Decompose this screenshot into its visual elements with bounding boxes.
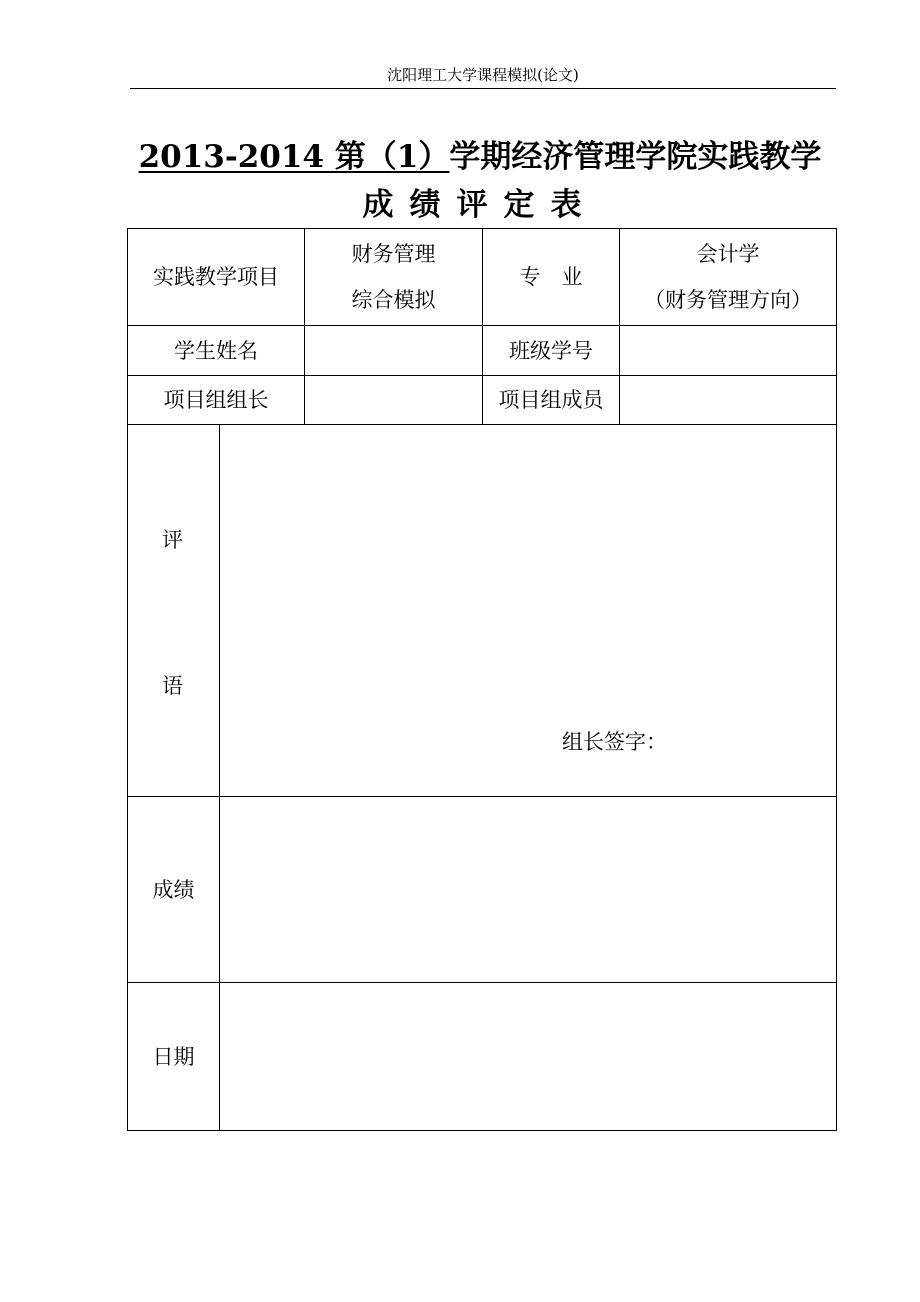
label-team-leader	[127, 375, 305, 425]
field-date[interactable]	[219, 982, 837, 1131]
label-class-id	[482, 325, 620, 376]
value-major	[619, 228, 837, 326]
label-date	[127, 982, 220, 1131]
project-line2: 综合模拟	[351, 288, 436, 312]
label-comment-cell	[127, 424, 220, 797]
field-grade[interactable]	[219, 796, 837, 983]
label-student-name-text: 学生姓名	[174, 338, 258, 363]
field-team-members[interactable]	[619, 375, 837, 425]
label-grade-text: 成绩	[152, 877, 195, 902]
form-title-line1	[90, 137, 870, 177]
semester-underlined: 2013-2014 第（1）	[138, 139, 450, 175]
field-student-name[interactable]	[304, 325, 483, 376]
label-date-text: 日期	[152, 1044, 195, 1069]
comment-char-2: 语	[162, 674, 183, 698]
page-header: 沈阳理工大学课程模拟(论文)	[130, 62, 836, 89]
label-practice-project	[127, 228, 305, 326]
field-team-leader[interactable]	[304, 375, 483, 425]
field-comment[interactable]	[219, 424, 837, 797]
label-team-members-text: 项目组成员	[498, 388, 604, 412]
title-rest: 学期经济管理学院实践教学	[449, 139, 822, 175]
label-team-members	[482, 375, 620, 425]
label-major	[482, 228, 620, 326]
major-line1: 会计学	[696, 242, 760, 266]
comment-char-1: 评	[162, 528, 183, 552]
form-title-line2: 成绩评定表	[362, 187, 598, 223]
value-practice-project	[304, 228, 483, 326]
label-team-leader-text: 项目组组长	[163, 388, 269, 412]
label-grade	[127, 796, 220, 983]
label-student-name	[127, 325, 305, 376]
leader-signature-label: 组长签字：	[562, 730, 667, 754]
label-major-text: 专 业	[519, 265, 583, 289]
field-class-id[interactable]	[619, 325, 837, 376]
project-line1: 财务管理	[351, 242, 436, 266]
label-class-id-text: 班级学号	[509, 338, 593, 363]
major-line2: （财务管理方向）	[644, 288, 812, 312]
label-practice-project-text: 实践教学项目	[153, 265, 279, 289]
